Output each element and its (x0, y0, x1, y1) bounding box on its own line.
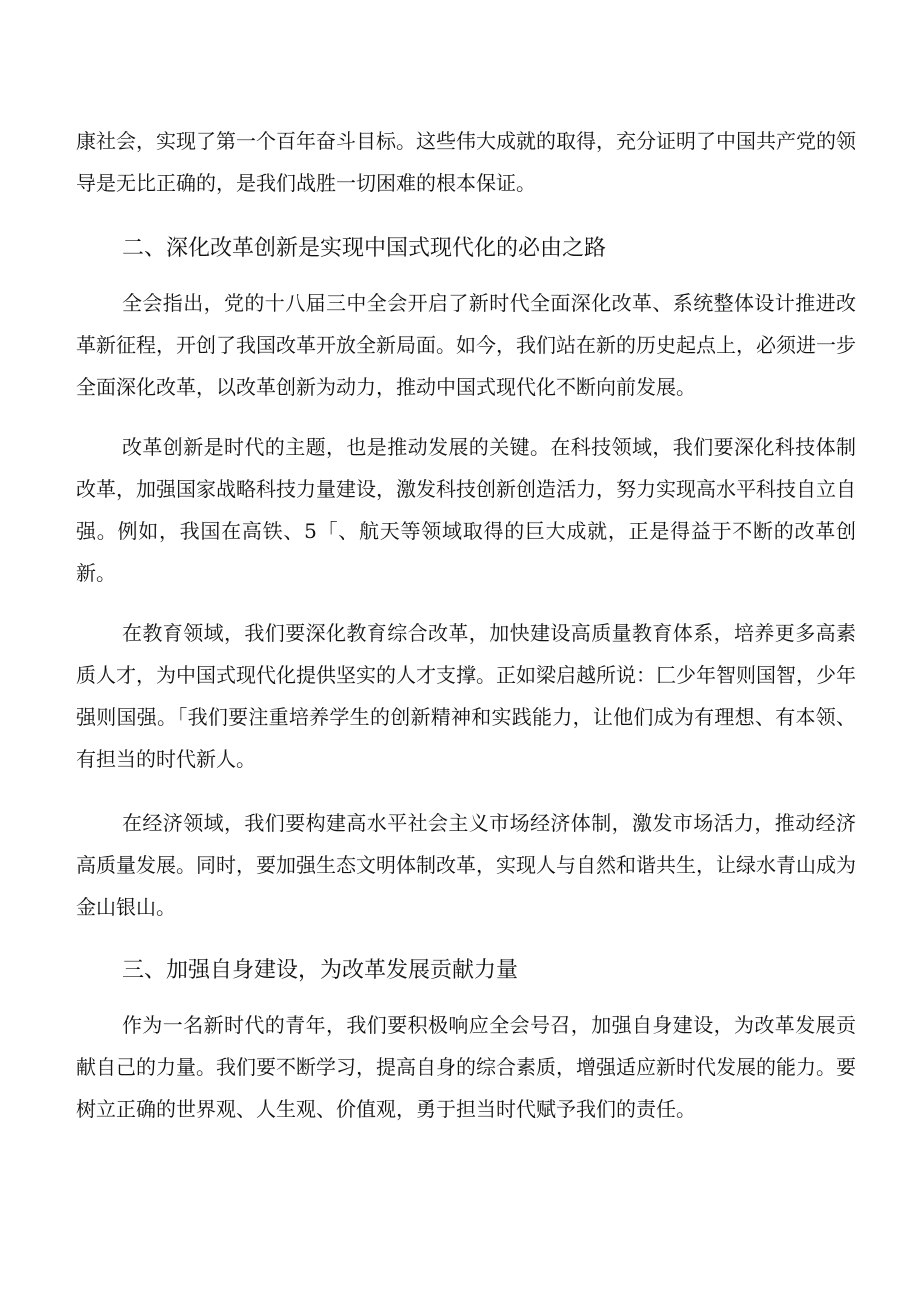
paragraph-continuation: 康社会，实现了第一个百年奋斗目标。这些伟大成就的取得，充分证明了中国共产党的领导是无比正确的，是我们战胜一切困难的根本保证。 (76, 129, 856, 195)
section-heading-3: 三、加强自身建设，为改革发展贡献力量 (122, 958, 519, 983)
paragraph: 在经济领域，我们要构建高水平社会主义市场经济体制，激发市场活力，推动经济高质量发展。同时，要加强生态文明体制改革，实现人与自然和谐共生，让绿水青山成为金山银山。 (76, 811, 856, 919)
paragraph: 在教育领域，我们要深化教育综合改革，加快建设高质量教育体系，培养更多高素质人才，为中国式现代化提供坚实的人才支撑。正如梁启越所说：匚少年智则国智，少年强则国强。「我们要注重培养学生的创新精神和实践能力，让他们成为有理想、有本领、有担当的时代新人。 (76, 621, 856, 771)
paragraph: 全会指出，党的十八届三中全会开启了新时代全面深化改革、系统整体设计推进改革新征程，开创了我国改革开放全新局面。如今，我们站在新的历史起点上，必须进一步全面深化改革，以改革创新为动力，推动中国式现代化不断向前发展。 (76, 291, 856, 399)
paragraph: 改革创新是时代的主题，也是推动发展的关键。在科技领域，我们要深化科技体制改革，加强国家战略科技力量建设，激发科技创新创造活力，努力实现高水平科技自立自强。例如，我国在高铁、5「、航天等领域取得的巨大成就，正是得益于不断的改革创新。 (76, 435, 856, 585)
section-heading-2: 二、深化改革创新是实现中国式现代化的必由之路 (122, 236, 607, 261)
paragraph: 作为一名新时代的青年，我们要积极响应全会号召，加强自身建设，为改革发展贡献自己的力量。我们要不断学习，提高自身的综合素质，增强适应新时代发展的能力。要树立正确的世界观、人生观、价值观，勇于担当时代赋予我们的责任。 (76, 1013, 856, 1121)
